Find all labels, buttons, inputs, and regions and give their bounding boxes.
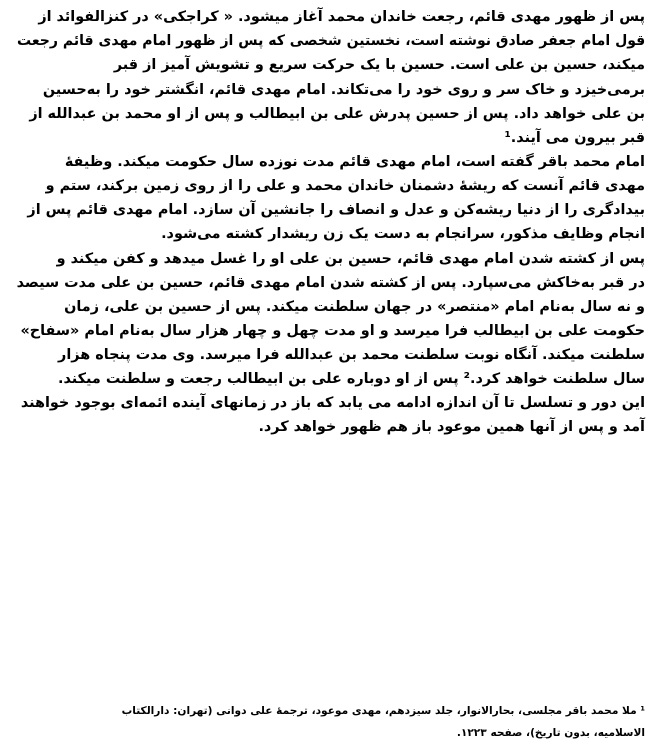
body-line: میکند، حسین بن علی است. حسین با یک حرکت سریع و تشویش آمیز از قبر: [113, 57, 645, 73]
body-line: سال سلطنت خواهد کرد.² پس از او دوباره علی بن ابیطالب رجعت و سلطنت میکند.: [58, 371, 645, 387]
body-line: پس از کشته شدن امام مهدی قائم، حسین بن علی او را غسل میدهد و کفن میکند و: [56, 251, 645, 267]
body-line: آمد و پس از آنها همین موعود باز هم ظهور خواهد کرد.: [258, 419, 645, 435]
body-line: در قبر به‌خاکش می‌سپارد. پس از کشته شدن امام مهدی قائم، حسین بن علی مدت سیصد: [16, 275, 645, 291]
body-line: مهدی قائم آنست که ریشهٔ دشمنان خاندان محمد و علی را از روی زمین برکند، ستم و: [45, 178, 645, 194]
body-line: حکومت علی بن ابیطالب فرا میرسد و او مدت چهل و چهار هزار سال به‌نام امام «سفاح»: [20, 323, 645, 339]
body-line: بیدادگری را از دنیا ریشه‌کن و عدل و انصاف را جانشین آن سازد. امام مهدی قائم پس از: [27, 202, 645, 218]
body-line: بن علی خواهد داد. پس از حسین پدرش علی بن ابیطالب و پس از او محمد بن عبدالله از: [29, 106, 645, 122]
body-line: قول امام جعفر صادق نوشته است، نخستین شخصی که پس از ظهور امام مهدی قائم رجعت: [16, 33, 645, 49]
body-line: امام محمد باقر گفته است، امام مهدی قائم مدت نوزده سال حکومت میکند. وظیفهٔ: [64, 154, 645, 170]
body-line: سلطنت میکند. آنگاه نوبت سلطنت محمد بن عبدالله فرا میرسد. وی مدت پنجاه هزار: [58, 347, 645, 363]
footnote-line: الاسلامیه، بدون تاریخ)، صفحه ۱۲۲۳.: [456, 727, 645, 739]
body-line: قبر بیرون می آیند.¹: [504, 130, 645, 146]
body-line: این دور و تسلسل تا آن اندازه ادامه می یابد که باز در زمانهای آینده ائمه‌ای بوجود خواهند: [20, 395, 645, 411]
body-line: انجام وظایف مذکور، سرانجام به دست یک زن ریشدار کشته می‌شود.: [161, 226, 645, 242]
body-line: برمی‌خیزد و خاک سر و روی خود را می‌تکاند. امام مهدی قائم، انگشتر خود را به‌حسین: [42, 82, 645, 98]
body-line: و نه سال به‌نام امام «منتصر» در جهان سلطنت میکند. پس از حسین بن علی، زمان: [64, 299, 645, 315]
body-line: پس از ظهور مهدی قائم، رجعت خاندان محمد آغاز میشود. « کراجکی» در کنزالفوائد از: [38, 9, 645, 25]
footnote-line: ¹ ملا محمد باقر مجلسی، بحارالانوار، جلد سیزدهم، مهدی موعود، ترجمهٔ علی دوانی (تهران: دارالکتاب: [121, 705, 645, 717]
